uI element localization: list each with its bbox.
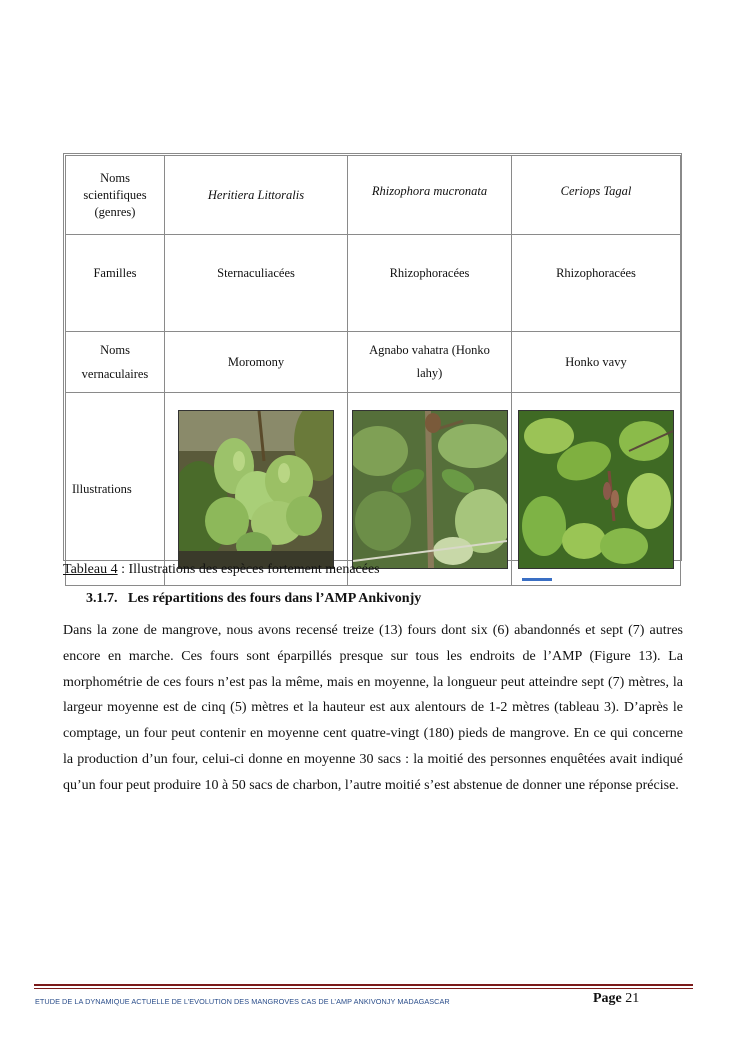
row-label-scientific-names: Noms scientifiques (genres) <box>66 156 165 235</box>
illustration-cell-heritiera <box>165 393 348 586</box>
table-row-vernacular-names <box>66 332 681 393</box>
footer-rule <box>34 984 693 989</box>
species-name-ceriops: Ceriops Tagal <box>512 156 681 235</box>
family-rhizophora: Rhizophoracées <box>348 235 512 332</box>
table-row-illustrations <box>66 393 681 586</box>
table-reference: Tableau 4 <box>63 562 118 577</box>
illustration-cell-ceriops <box>512 393 681 586</box>
species-name-rhizophora: Rhizophora mucronata <box>348 156 512 235</box>
caption-text: : Illustrations des espèces fortement menacées <box>117 562 380 577</box>
heritiera-fruit-photo <box>178 410 334 569</box>
illustration-cell-rhizophora <box>348 393 512 586</box>
table-row-scientific-names <box>66 156 681 235</box>
species-table <box>63 153 682 561</box>
vernacular-rhizophora: Agnabo vahatra (Honko lahy) <box>348 332 512 393</box>
table-row-families <box>66 235 681 332</box>
body-paragraph: Dans la zone de mangrove, nous avons recensé treize (13) fours dont six (6) abandonnés et sept (7) autres encore en marche. Ces fours sont éparpillés presque sur tous les endroits de l’AMP (Figure 13). La morphométrie de ces fours n’est pas la même, mais en moyenne, la longueur peut atteindre sept (7) mètres, la largeur moyenne est de cinq (5) mètres et la hauteur est aux alentours de 1-2 mètres (tableau 3). D’après le comptage, un four peut contenir en moyenne cent quatre-vingt (180) pieds de mangrove. En ce qui concerne la production d’un four, celui-ci donne en moyenne 30 sacs : la moitié des personnes enquêtées avait indiqué qu’un four peut produire 10 à 50 sacs de charbon, l’autre moitié s’est abstenue de donner une réponse précise. <box>63 623 683 793</box>
family-heritiera: Sternaculiacées <box>165 235 348 332</box>
table-caption <box>63 562 380 578</box>
footer-title: ETUDE DE LA DYNAMIQUE ACTUELLE DE L’EVOLUTION DES MANGROVES CAS DE L’AMP ANKIVONJY MADAGASCAR <box>35 997 450 1006</box>
ceriops-leaves-photo <box>518 410 674 569</box>
page-label: Page <box>593 991 622 1006</box>
row-label-vernacular: Noms vernaculaires <box>66 332 165 393</box>
row-label-families: Familles <box>66 235 165 332</box>
section-title: 3.1.7. Les répartitions des fours dans l’AMP Ankivonjy <box>86 591 422 606</box>
row-label-illustrations: Illustrations <box>66 393 165 586</box>
page-number <box>593 991 639 1007</box>
rhizophora-branch-photo <box>352 410 508 569</box>
family-ceriops: Rhizophoracées <box>512 235 681 332</box>
vernacular-ceriops: Honko vavy <box>512 332 681 393</box>
highlight-mark <box>522 578 552 581</box>
page-number-value: 21 <box>625 991 640 1006</box>
vernacular-heritiera: Moromony <box>165 332 348 393</box>
species-name-heritiera: Heritiera Littoralis <box>165 156 348 235</box>
